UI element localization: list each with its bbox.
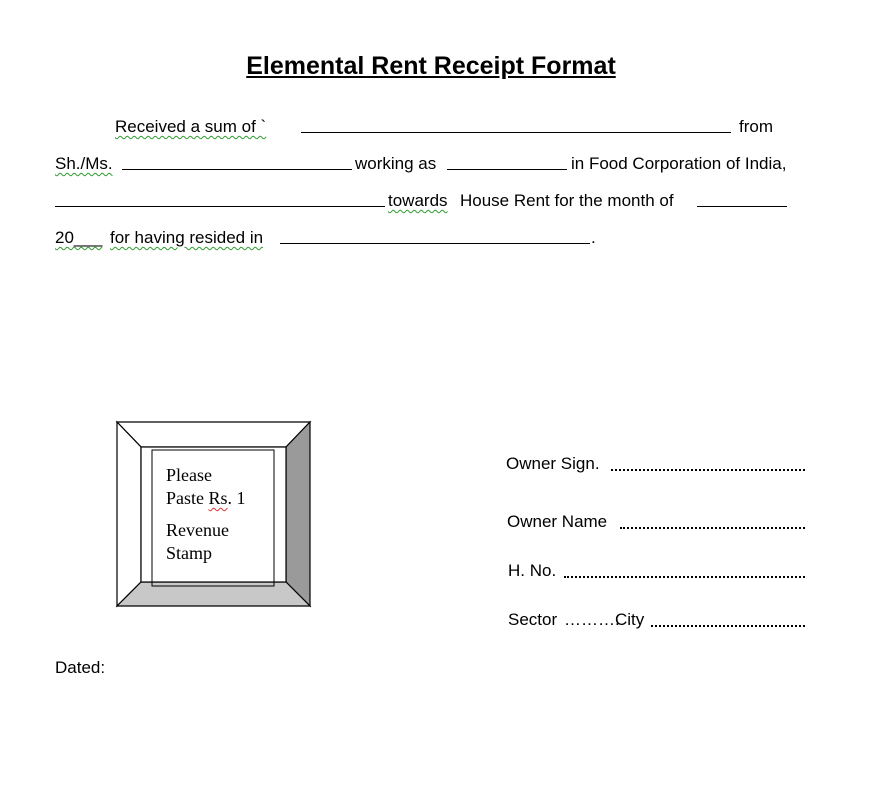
working-as-text: working as xyxy=(355,154,437,173)
year-text: 20___ xyxy=(55,228,103,247)
stamp-text-stamp: Stamp xyxy=(166,543,213,563)
shms-text: Sh./Ms. xyxy=(55,154,113,173)
house-rent-text: House Rent for the month of xyxy=(460,191,674,210)
house-no-dots xyxy=(564,563,805,578)
stamp-text-revenue: Revenue xyxy=(166,520,229,540)
stamp-frame xyxy=(114,419,314,609)
sector-label: Sector xyxy=(508,610,558,629)
designation-blank xyxy=(447,155,567,170)
dated-label: Dated: xyxy=(55,658,106,677)
towards-text: towards xyxy=(388,191,448,210)
from-text: from xyxy=(739,117,773,136)
sector-dots: ………. xyxy=(564,610,620,629)
owner-name-dots xyxy=(620,514,805,529)
having-resided-text: for having resided in xyxy=(110,228,264,247)
document-title: Elemental Rent Receipt Format xyxy=(246,52,616,80)
line-received xyxy=(115,117,266,137)
owner-name-label: Owner Name xyxy=(507,512,608,531)
period-text: . xyxy=(591,228,596,247)
received-text: Received a sum of ` xyxy=(115,117,267,136)
department-blank xyxy=(55,192,385,207)
city-dots xyxy=(651,612,805,627)
house-no-label: H. No. xyxy=(508,561,557,580)
owner-sign-label: Owner Sign. xyxy=(506,454,600,473)
address-blank xyxy=(280,229,590,244)
city-label: City xyxy=(615,610,645,629)
name-blank xyxy=(122,155,352,170)
month-blank xyxy=(697,192,787,207)
fci-text: in Food Corporation of India, xyxy=(571,154,787,173)
stamp-text-please: Please xyxy=(166,465,212,485)
owner-sign-dots xyxy=(611,456,805,471)
stamp-text-paste: Paste Rs. 1 xyxy=(166,488,246,508)
amount-blank xyxy=(301,118,731,133)
